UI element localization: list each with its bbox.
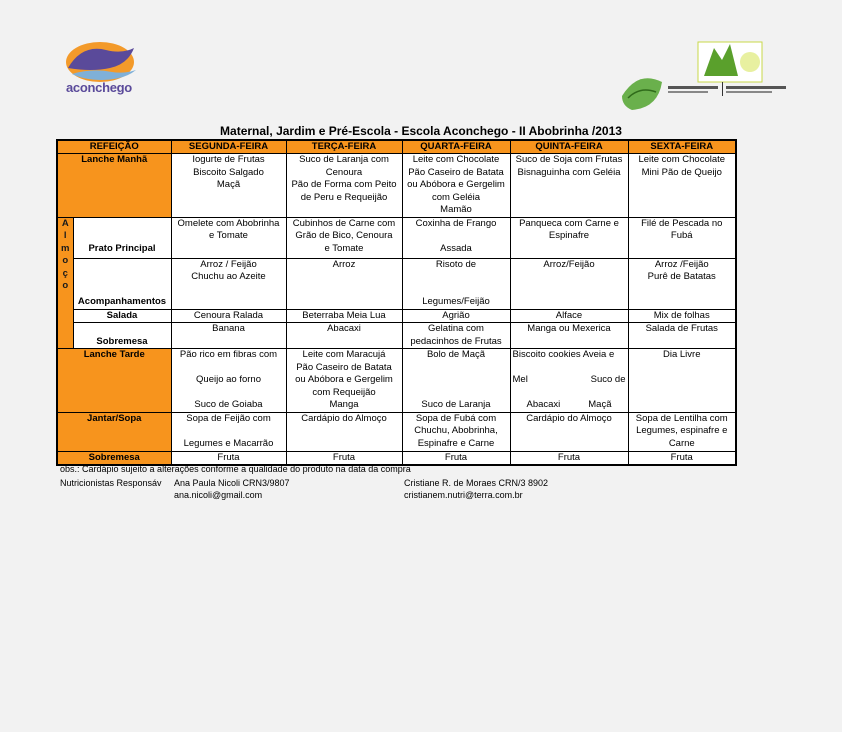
cell-line: Grão de Bico, Cenoura [295, 230, 393, 241]
almoco-letter: ç [62, 267, 68, 279]
row-lanche-manha [57, 154, 736, 218]
almoco-letter: A [61, 217, 69, 229]
cell-line: Biscoito Salgado [193, 166, 264, 178]
footer-obs: obs.: Cardápio sujeito a alterações conforme a qualidade do produto na data da compra [60, 464, 411, 474]
cell-line: Suco de Laranja com [299, 154, 389, 165]
row-label-prato-principal: Prato Principal [73, 217, 171, 258]
cell-prato-qui [510, 217, 628, 258]
row-label-lanche-manha: Lanche Manhã [57, 154, 171, 218]
footer-nutri1-email: ana.nicoli@gmail.com [174, 490, 263, 500]
cell-line: Cardápio do Almoço [526, 412, 612, 424]
cell-sobremesa-jantar-qui: Fruta [510, 451, 628, 465]
cell-line: Legumes e Macarrão [183, 437, 274, 449]
cell-line: Manga ou Mexerica [527, 323, 611, 334]
cell-jantar-qua [402, 412, 510, 451]
cell-line: com Requeijão [312, 386, 376, 398]
cell-line: Chuchu ao Azeite [191, 271, 266, 282]
cell-prato-qua [402, 217, 510, 258]
cell-prato-seg [171, 217, 286, 258]
cell-lanche-manha-seg [171, 154, 286, 218]
cell-line: e Tomate [209, 230, 248, 241]
cell-sobremesa-ter [286, 323, 402, 349]
cell-line: Arroz/Feijão [543, 258, 595, 270]
cell-line: Carne [668, 437, 695, 449]
cell-prato-sex [628, 217, 736, 258]
cell-tarde-qui [510, 349, 628, 413]
cell-sobremesa-jantar-sex: Fruta [628, 451, 736, 465]
cell-tarde-sex [628, 349, 736, 413]
cell-line: Suco de Laranja [421, 399, 491, 410]
cell-text: Maçã [588, 399, 612, 410]
cell-line: Arroz / Feijão [200, 258, 257, 270]
cell-salada-qui: Alface [510, 309, 628, 323]
cell-line: Cenoura [325, 166, 363, 178]
cell-line [513, 399, 626, 412]
col-header-quinta: QUINTA-FEIRA [510, 140, 628, 154]
row-label-sobremesa-almoco: Sobremesa [73, 323, 171, 349]
cell-sobremesa-seg [171, 323, 286, 349]
col-header-segunda: SEGUNDA-FEIRA [171, 140, 286, 154]
footer-nutri1-name: Ana Paula Nicoli CRN3/9807 [174, 478, 290, 488]
cell-line: de Peru e Requeijão [300, 191, 388, 203]
menu-title: Maternal, Jardim e Pré-Escola - Escola Aconchego - II Abobrinha /2013 [220, 124, 622, 138]
row-salada [57, 309, 736, 323]
cell-line: Mamão [440, 204, 472, 215]
cell-line: Arroz /Feijão [654, 258, 709, 270]
cell-line: Risoto de [435, 258, 477, 270]
cell-line: Omelete com Abobrinha [177, 217, 280, 229]
cell-line: Fubá [670, 230, 693, 241]
cell-sobremesa-jantar-seg: Fruta [171, 451, 286, 465]
row-label-acompanhamentos: Acompanhamentos [73, 258, 171, 309]
cell-line: Coxinha de Frango [415, 217, 497, 229]
cell-tarde-ter [286, 349, 402, 413]
cell-line: Legumes/Feijão [422, 296, 490, 307]
cell-line: Leite com Chocolate [412, 154, 500, 165]
cell-lanche-manha-qui [510, 154, 628, 218]
row-sobremesa-jantar [57, 451, 736, 465]
cell-line: pedacinhos de Frutas [410, 335, 502, 347]
cell-line: Cubinhos de Carne com [292, 217, 396, 229]
footer-nutri-label: Nutricionistas Responsáv [60, 478, 162, 488]
row-acompanhamentos [57, 258, 736, 309]
cell-salada-sex: Mix de folhas [628, 309, 736, 323]
cell-text: Abacaxi [526, 399, 561, 410]
row-sobremesa-almoco [57, 323, 736, 349]
footer-nutri2-name: Cristiane R. de Moraes CRN/3 8902 [404, 478, 549, 488]
cell-lanche-manha-qua [402, 154, 510, 218]
cell-line: Sopa de Lentilha com [635, 412, 728, 424]
cell-line: Purê de Batatas [647, 271, 716, 282]
cell-line: Cardápio do Almoço [301, 412, 387, 424]
cell-line: Chuchu, Abobrinha, [414, 425, 498, 436]
cell-sobremesa-jantar-ter: Fruta [286, 451, 402, 465]
cell-acomp-seg [171, 258, 286, 309]
row-lanche-tarde [57, 349, 736, 413]
row-label-salada: Salada [73, 309, 171, 323]
almoco-letter: l [63, 230, 67, 241]
almoco-letter: m [61, 242, 70, 254]
cell-line: com Geléia [431, 191, 481, 203]
cell-line: Assada [440, 242, 472, 254]
cell-sobremesa-qua [402, 323, 510, 349]
cell-line: Pão rico em fibras com [179, 349, 278, 360]
cell-line: Espinafre e Carne [417, 437, 495, 449]
cell-sobremesa-sex [628, 323, 736, 349]
cell-lanche-manha-ter [286, 154, 402, 218]
cell-line: Gelatina com [428, 323, 484, 334]
cell-jantar-qui [510, 412, 628, 451]
cell-jantar-ter [286, 412, 402, 451]
footer-nutri2-email: cristianem.nutri@terra.com.br [404, 490, 523, 500]
cell-tarde-qua [402, 349, 510, 413]
cell-line: Biscoito cookies Aveia e [512, 349, 615, 360]
cell-line: Iogurte de Frutas [192, 154, 265, 165]
cell-line [513, 374, 626, 387]
cell-sobremesa-jantar-qua: Fruta [402, 451, 510, 465]
row-label-jantar: Jantar/Sopa [57, 412, 171, 451]
cell-line: Pão de Forma com Peito [291, 179, 397, 190]
menu-table [56, 139, 737, 466]
cell-lanche-manha-sex [628, 154, 736, 218]
cell-line: Salada de Frutas [645, 323, 718, 334]
cell-tarde-seg [171, 349, 286, 413]
cell-line: Filé de Pescada no [641, 217, 723, 229]
col-header-refeicao: REFEIÇÃO [57, 140, 171, 154]
cell-line: Legumes, espinafre e [636, 425, 728, 436]
col-header-terca: TERÇA-FEIRA [286, 140, 402, 154]
cell-line: Pão Caseiro de Batata [296, 361, 392, 373]
cell-sobremesa-qui [510, 323, 628, 349]
cell-line: Banana [212, 323, 245, 334]
cell-line: Espinafre [548, 230, 590, 241]
row-label-lanche-tarde: Lanche Tarde [57, 349, 171, 413]
cell-line: ou Abóbora e Gergelim [407, 179, 505, 190]
col-header-sexta: SEXTA-FEIRA [628, 140, 736, 154]
cell-acomp-ter [286, 258, 402, 309]
row-prato-principal [57, 217, 736, 258]
cell-salada-ter: Beterraba Meia Lua [286, 309, 402, 323]
cell-line: Manga [329, 399, 359, 410]
cell-line: Sopa de Fubá com [415, 412, 497, 424]
cell-line: Maçã [216, 179, 241, 190]
cell-line: Leite com Maracujá [302, 349, 386, 360]
cell-line: e Tomate [324, 242, 364, 254]
cell-line: Suco de Goiaba [194, 399, 263, 410]
row-label-sobremesa-jantar: Sobremesa [57, 451, 171, 465]
col-header-quarta: QUARTA-FEIRA [402, 140, 510, 154]
cell-line: ou Abóbora e Gergelim [295, 374, 393, 385]
cell-jantar-sex [628, 412, 736, 451]
partner-logos [618, 36, 798, 116]
cell-line: Panqueca com Carne e [519, 217, 619, 229]
cell-line: Bolo de Maçã [426, 349, 486, 360]
cell-jantar-seg [171, 412, 286, 451]
almoco-vertical-label [57, 217, 73, 349]
almoco-letter: o [62, 255, 69, 266]
cell-line: Queijo ao forno [196, 374, 261, 385]
almoco-letter: o [62, 280, 69, 291]
cell-acomp-qua [402, 258, 510, 309]
cell-line: Suco de Soja com Frutas [515, 154, 623, 165]
cell-line: Pão Caseiro de Batata [408, 166, 504, 178]
cell-prato-ter [286, 217, 402, 258]
cell-line: Leite com Chocolate [638, 154, 726, 165]
cell-line: Arroz [332, 258, 356, 270]
row-jantar [57, 412, 736, 451]
cell-salada-seg: Cenoura Ralada [171, 309, 286, 323]
logo-text: aconchego [66, 80, 132, 95]
cell-line: Dia Livre [663, 349, 701, 360]
cell-text: Suco de [590, 374, 626, 385]
cell-acomp-sex [628, 258, 736, 309]
cell-text: Mel [512, 374, 528, 385]
cell-line: Bisnaguinha com Geléia [517, 166, 621, 178]
cell-line: Mini Pão de Queijo [641, 166, 722, 178]
cell-salada-qua: Agrião [402, 309, 510, 323]
cell-line: Abacaxi [327, 323, 361, 334]
cell-acomp-qui [510, 258, 628, 309]
cell-line: Sopa de Feijão com [186, 412, 271, 424]
